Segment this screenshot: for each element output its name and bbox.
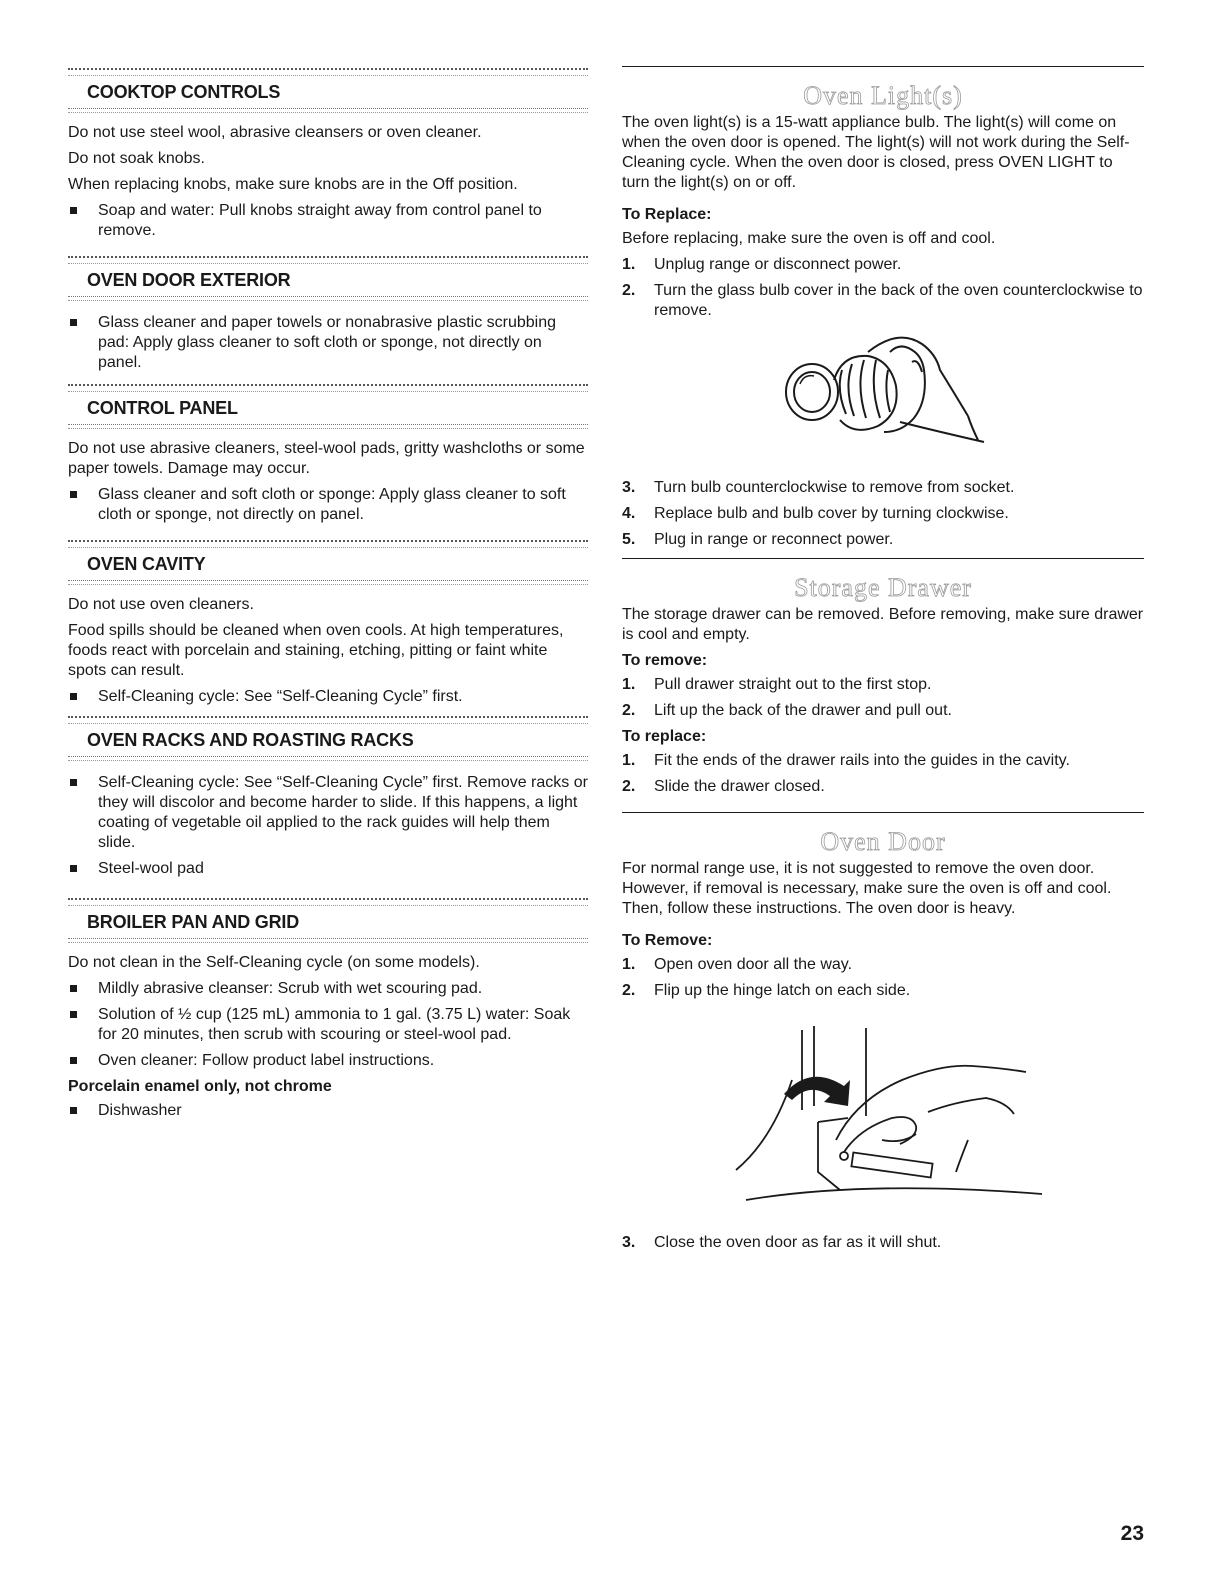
bullet-item: Mildly abrasive cleanser: Scrub with wet scouring pad. <box>68 979 588 999</box>
step-item: 1. Fit the ends of the drawer rails into the guides in the cavity. <box>622 752 1070 769</box>
section-divider <box>68 716 588 724</box>
oven-cavity-section <box>68 540 588 713</box>
step-item: 2. Turn the glass bulb cover in the back of the oven counterclockwise to remove. <box>622 282 1143 319</box>
section-divider <box>68 108 588 113</box>
step-item: 3. Turn bulb counterclockwise to remove from socket. <box>622 479 1015 496</box>
bullet-item: Solution of ½ cup (125 mL) ammonia to 1 gal. (3.75 L) water: Soak for 20 minutes, then scrub with scouring or steel-wool pad. <box>68 1005 588 1045</box>
control-panel-section <box>68 384 588 531</box>
subheading: Porcelain enamel only, not chrome <box>68 1078 332 1095</box>
paragraph: The oven light(s) is a 15-watt appliance bulb. The light(s) will come on when the oven door is opened. The light(s) will not work during the Self-Cleaning cycle. When the oven door is closed, press OVEN LIGHT to turn the light(s) on or off. <box>622 114 1130 191</box>
section-divider <box>68 424 588 429</box>
section-title: OVEN CAVITY <box>87 554 206 574</box>
section-title: OVEN DOOR EXTERIOR <box>87 270 291 290</box>
oven-light-section <box>622 66 1144 327</box>
oven-door-exterior-section <box>68 256 588 379</box>
bullet-item: Glass cleaner and paper towels or nonabrasive plastic scrubbing pad: Apply glass cleaner to soft cloth or sponge, not directly on panel. <box>68 313 588 373</box>
bullet-item: Dishwasher <box>68 1101 588 1121</box>
paragraph: Before replacing, make sure the oven is off and cool. <box>622 230 996 247</box>
page-number: 23 <box>1120 1522 1144 1545</box>
step-item: 2. Lift up the back of the drawer and pull out. <box>622 702 952 719</box>
section-divider <box>68 68 588 76</box>
paragraph: Do not use oven cleaners. <box>68 596 254 613</box>
section-title: BROILER PAN AND GRID <box>87 912 300 932</box>
step-item: 5. Plug in range or reconnect power. <box>622 531 894 548</box>
paragraph: For normal range use, it is not suggested to remove the oven door. However, if removal is necessary, make sure the oven is off and cool. Then, follow these instructions. The oven door is heavy. <box>622 860 1112 917</box>
step-item: 2. Slide the drawer closed. <box>622 778 825 795</box>
broiler-pan-section <box>68 898 588 1127</box>
section-divider <box>68 384 588 392</box>
section-divider <box>68 938 588 943</box>
oven-door-steps-continued <box>622 1233 1144 1259</box>
section-divider <box>68 756 588 761</box>
storage-drawer-section <box>622 558 1144 803</box>
section-title: CONTROL PANEL <box>87 398 238 418</box>
section-rule <box>622 558 1144 559</box>
section-divider <box>68 296 588 301</box>
subheading: To Replace: <box>622 206 712 223</box>
section-divider <box>68 256 588 264</box>
paragraph: Do not clean in the Self-Cleaning cycle (on some models). <box>68 954 480 971</box>
section-rule <box>622 66 1144 67</box>
bullet-item: Self-Cleaning cycle: See “Self-Cleaning Cycle” first. <box>68 687 588 707</box>
bullet-item: Soap and water: Pull knobs straight away from control panel to remove. <box>68 201 588 241</box>
paragraph: Do not use abrasive cleaners, steel-wool pads, gritty washcloths or some paper towels. Damage may occur. <box>68 440 585 477</box>
section-divider <box>68 580 588 585</box>
bullet-item: Glass cleaner and soft cloth or sponge: Apply glass cleaner to soft cloth or sponge, not directly on panel. <box>68 485 588 525</box>
paragraph: Do not use steel wool, abrasive cleansers or oven cleaner. <box>68 124 482 141</box>
bullet-item: Self-Cleaning cycle: See “Self-Cleaning Cycle” first. Remove racks or they will discolor and become harder to slide. If this happens, a light coating of vegetable oil applied to the rack guides will help them slide. <box>68 773 588 853</box>
bulb-cover-illustration <box>772 330 1012 470</box>
paragraph: When replacing knobs, make sure knobs are in the Off position. <box>68 176 518 193</box>
section-divider <box>68 898 588 906</box>
step-item: 4. Replace bulb and bulb cover by turning clockwise. <box>622 505 1009 522</box>
hinge-latch-illustration <box>732 1020 1042 1220</box>
subheading: To replace: <box>622 728 707 745</box>
step-item: 3. Close the oven door as far as it will shut. <box>622 1234 942 1251</box>
paragraph: Food spills should be cleaned when oven cools. At high temperatures, foods react with porcelain and staining, etching, pitting or faint white spots can result. <box>68 622 564 679</box>
oven-light-steps-continued <box>622 478 1144 556</box>
step-item: 1. Open oven door all the way. <box>622 956 853 973</box>
step-item: 2. Flip up the hinge latch on each side. <box>622 982 911 999</box>
bullet-item: Steel-wool pad <box>68 859 588 879</box>
oven-door-section <box>622 812 1144 1007</box>
section-title: Oven Light(s) <box>803 81 963 110</box>
subheading: To remove: <box>622 652 708 669</box>
step-item: 1. Pull drawer straight out to the first stop. <box>622 676 932 693</box>
section-title: Oven Door <box>820 827 946 856</box>
section-title: Storage Drawer <box>794 573 972 602</box>
section-title: COOKTOP CONTROLS <box>87 82 281 102</box>
subheading: To Remove: <box>622 932 713 949</box>
section-title: OVEN RACKS AND ROASTING RACKS <box>87 730 414 750</box>
cooktop-controls-section <box>68 68 588 247</box>
section-rule <box>622 812 1144 813</box>
oven-racks-section <box>68 716 588 885</box>
paragraph: The storage drawer can be removed. Before removing, make sure drawer is cool and empty. <box>622 606 1144 643</box>
step-item: 1. Unplug range or disconnect power. <box>622 256 902 273</box>
bullet-item: Oven cleaner: Follow product label instructions. <box>68 1051 588 1071</box>
paragraph: Do not soak knobs. <box>68 150 205 167</box>
section-divider <box>68 540 588 548</box>
